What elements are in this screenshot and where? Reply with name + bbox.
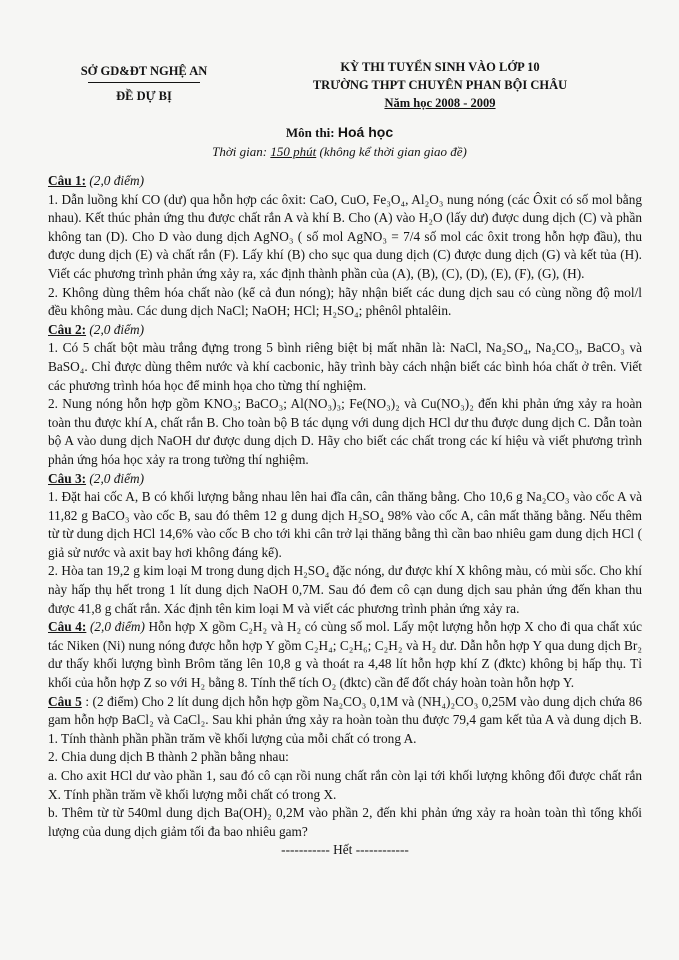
school-name: TRƯỜNG THPT CHUYÊN PHAN BỘI CHÂU (312, 78, 568, 92)
question-2-part-1: 1. Có 5 chất bột màu trắng đựng trong 5 bình riêng biệt bị mất nhãn là: NaCl, Na₂SO₄, Na₂CO₃, BaCO₃ và BaSO₄. Chỉ được dùng thêm nước và khí cacbonic, hãy trình bày cách nhận biết các bình hóa chất ở trên. Viết các phương trình hóa học để minh họa cho từng thí nghiệm. (48, 340, 642, 393)
question-5: Câu 5 : (2 điểm) Cho 2 lít dung dịch hỗn hợp gồm Na₂CO₃ 0,1M và (NH₄)₂CO₃ 0,25M vào dung dịch chứa 86 gam hỗn hợp BaCl₂ và CaCl₂. Sau khi phản ứng xảy ra hoàn toàn thu được 79,4 gam kết tủa A và dung dịch B. 1. Tính thành phần phần trăm về khối lượng của mỗi chất có trong A. (48, 693, 642, 746)
school-year: Năm học 2008 - 2009 (384, 96, 496, 110)
question-1-part-1: 1. Dẫn luồng khí CO (dư) qua hỗn hợp các ôxit: CaO, CuO, Fe₃O₄, Al₂O₃ nung nóng (các Ôxit có số mol bằng nhau). Kết thúc phản ứng thu được chất rắn A và khí B. Cho (A) vào H₂O (lấy dư) được dung dịch (C) và phần không tan (D). Cho D vào dung dịch AgNO₃ ( số mol AgNO₃ = 7/4 số mol các ôxit trong hỗn hợp đầu), thu được dung dịch (E) và chất rắn (F). Lấy khí (B) cho sục qua dung dịch (C) được dung dịch (G) và kết tủa (H). Viết các phương trình phản ứng xảy ra, xác định thành phần của (A), (B), (C), (D), (E), (F), (G), (H). (48, 191, 642, 281)
question-5-part-b: b. Thêm từ từ 540ml dung dịch Ba(OH)₂ 0,2M vào phần 2, đến khi phản ứng xảy ra hoàn toàn thì tổng khối lượng của dung dịch giảm tối đa bao nhiêu gam? (48, 805, 642, 839)
header-right (245, 58, 635, 112)
header-left (48, 62, 240, 105)
department-name: SỞ GD&ĐT NGHỆ AN (80, 64, 208, 78)
exam-body (48, 172, 642, 860)
question-2-heading: Câu 2: (2,0 điểm) (48, 321, 145, 337)
time-note: (không kể thời gian giao đề) (316, 144, 467, 159)
header-divider (88, 82, 200, 83)
time-duration: 150 phút (270, 144, 317, 159)
question-5-part-a: a. Cho axit HCl dư vào phần 1, sau đó cô cạn rồi nung chất rắn còn lại tới khối lượng không đổi được chất rắn X. Tính phần trăm về khối lượng mỗi chất có trong X. (48, 768, 642, 802)
subject-label: Môn thi: (285, 125, 338, 140)
question-1-part-2: 2. Không dùng thêm hóa chất nào (kể cả đun nóng); hãy nhận biết các dung dịch sau có cùng nồng độ mol/l đều không màu. Các dung dịch NaCl; NaOH; HCl; H₂SO₄; phênôl phtalêin. (48, 284, 642, 319)
time-prefix: Thời gian: (212, 144, 271, 159)
question-2-part-2: 2. Nung nóng hỗn hợp gồm KNO₃; BaCO₃; Al(NO₃)₃; Fe(NO₃)₂ và Cu(NO₃)₂ đến khi phản ứng xảy ra hoàn toàn thu được khí A, chất rắn B. Cho toàn bộ B tác dụng với dung dịch HCl dư thu được dung dịch C. Dẫn toàn bộ A vào dung dịch NaOH dư được dung dịch D. Hãy cho biết các chất trong các kí hiệu và viết phương trình phản ứng hóa học xảy ra trong tường thí nghiệm. (48, 396, 642, 467)
question-5-part-2: 2. Chia dung dịch B thành 2 phần bằng nhau: (48, 749, 289, 765)
question-3-part-2: 2. Hòa tan 19,2 g kim loại M trong dung dịch H₂SO₄ đặc nóng, dư được khí X không màu, có mùi sốc. Cho khí này hấp thụ hết trong 1 lít dung dịch NaOH 0,7M. Sau đó đem cô cạn dung dịch sau phản ứng đến khan thu được 41,8 g chất rắn. Xác định tên kim loại M và viết các phương trình phản ứng xảy ra. (48, 563, 642, 616)
question-3-heading: Câu 3: (2,0 điểm) (48, 470, 145, 486)
time-line (0, 144, 679, 160)
exam-title: KỲ THI TUYỂN SINH VÀO LỚP 10 (340, 60, 540, 74)
question-4: Câu 4: (2,0 điểm) Hỗn hợp X gồm C₂H₂ và H₂ có cùng số mol. Lấy một lượng hỗn hợp X cho đi qua chất xúc tác Niken (Ni) nung nóng được hỗn hợp Y gồm C₂H₄; C₂H₆; C₂H₂ và H₂ dư. Dẫn hỗn hợp Y qua dung dịch Br₂ dư thấy khối lượng bình Brôm tăng lên 10,8 g và thoát ra 4,48 lít hỗn hợp khí Z (đktc) không bị hấp thụ. Tỉ khối của hỗn hợp Z so với H₂ bằng 8. Tính thể tích O₂ (đktc) cần để đốt cháy hoàn toàn hỗn hợp Y. (48, 619, 643, 691)
end-marker: ----------- Hết ------------ (281, 842, 409, 858)
exam-kind: ĐỀ DỰ BỊ (116, 89, 172, 103)
question-3-part-1: 1. Đặt hai cốc A, B có khối lượng bằng nhau lên hai đĩa cân, cân thăng bằng. Cho 10,6 g Na₂CO₃ vào cốc A và 11,82 g BaCO₃ vào cốc B, sau đó thêm 12 g dung dịch H₂SO₄ 98% vào cốc A, cân mất thăng bằng. Nếu thêm từ từ dung dịch HCl 14,6% vào cốc B cho tới khi cân trở lại thăng bằng thì cần bao nhiêu gam dung dịch HCl ( giả sử nước và axit bay hơi không đáng kể). (48, 489, 642, 560)
question-1-heading: Câu 1: (2,0 điểm) (48, 173, 145, 188)
subject-name: Hoá học (337, 124, 394, 140)
subject-line (0, 124, 679, 141)
